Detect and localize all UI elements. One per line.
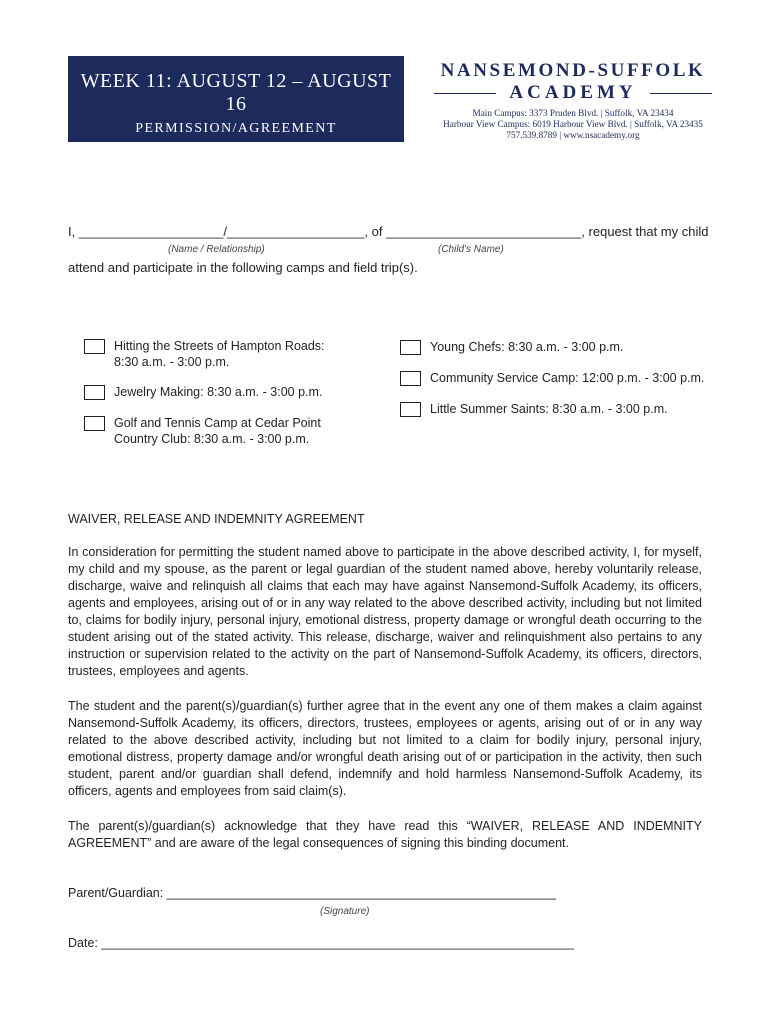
intro-statement bbox=[68, 224, 709, 275]
camp-option-hampton-roads[interactable] bbox=[84, 338, 325, 370]
caption-name-relationship: (Name / Relationship) bbox=[168, 244, 265, 255]
address-main: Main Campus: 3373 Pruden Blvd. | Suffolk, VA 23434 bbox=[472, 108, 674, 118]
camp-label: Young Chefs: 8:30 a.m. - 3:00 p.m. bbox=[430, 340, 624, 354]
caption-child-name: (Child's Name) bbox=[438, 244, 504, 255]
waiver-paragraph-3: The parent(s)/guardian(s) acknowledge that they have read this “WAIVER, RELEASE AND INDEMNITY AGREEMENT” and are aware of the legal consequences of signing this binding document. bbox=[68, 819, 702, 850]
camp-option-golf-tennis[interactable] bbox=[84, 415, 321, 447]
logo-rule-left bbox=[434, 93, 496, 94]
intro-line-2: attend and participate in the following camps and field trip(s). bbox=[68, 260, 418, 275]
checkbox[interactable] bbox=[84, 339, 105, 354]
waiver-paragraph-1: In consideration for permitting the student named above to participate in the above described activity, I, for myself, my child and my spouse, as the parent or legal guardian of the student named above, hereby voluntarily release, discharge, waive and relinquish all claims that each may have against Nansemond-Suffolk Academy, its officers, agents and employees, arising out of or in any way related to the above described activity, including but not limited to, claims for bodily injury, personal injury, emotional distress, property damage or wrongful death occurring to the student arising out of the stated activity. This release, discharge, waiver and relinquishment also pertains to any instruction or supervision related to the activity on the part of Nansemond-Suffolk Academy, its officers, directors, trustees, employees and agents. bbox=[68, 545, 702, 678]
camp-option-young-chefs[interactable] bbox=[400, 339, 623, 355]
checkbox[interactable] bbox=[84, 416, 105, 431]
contact-line: 757.539.8789 | www.nsacademy.org bbox=[506, 130, 640, 140]
logo-name-bottom: ACADEMY bbox=[509, 82, 637, 103]
checkbox[interactable] bbox=[400, 371, 421, 386]
camp-label: Golf and Tennis Camp at Cedar Point bbox=[114, 416, 321, 430]
camp-label: Community Service Camp: 12:00 p.m. - 3:00 p.m. bbox=[430, 371, 705, 385]
date-field[interactable]: Date: ____________________________________________________________________ bbox=[68, 936, 575, 950]
form-subtitle-line1: PERMISSION/AGREEMENT bbox=[135, 121, 337, 136]
camp-label: Hitting the Streets of Hampton Roads: bbox=[114, 339, 325, 353]
checkbox[interactable] bbox=[400, 402, 421, 417]
camp-option-little-summer-saints[interactable] bbox=[400, 401, 668, 417]
camp-time: 8:30 a.m. - 3:00 p.m. bbox=[114, 355, 230, 369]
address-harbour: Harbour View Campus: 6019 Harbour View Blvd. | Suffolk, VA 23435 bbox=[443, 119, 703, 129]
signature-caption: (Signature) bbox=[320, 906, 370, 917]
logo-name-top: NANSEMOND-SUFFOLK bbox=[440, 60, 706, 81]
camp-label: Jewelry Making: 8:30 a.m. - 3:00 p.m. bbox=[114, 385, 323, 399]
waiver-heading: WAIVER, RELEASE AND INDEMNITY AGREEMENT bbox=[68, 512, 365, 526]
intro-line-fields[interactable]: I, ____________________/___________________, of ___________________________, request that my child bbox=[68, 224, 709, 239]
camp-time: Country Club: 8:30 a.m. - 3:00 p.m. bbox=[114, 432, 310, 446]
checkbox[interactable] bbox=[400, 340, 421, 355]
camp-option-jewelry-making[interactable] bbox=[84, 384, 322, 400]
form-subtitle-line2: FORM 2019 bbox=[194, 143, 278, 158]
camp-option-community-service[interactable] bbox=[400, 370, 704, 386]
logo-rule-right bbox=[650, 93, 712, 94]
week-title: WEEK 11: AUGUST 12 – AUGUST 16 bbox=[80, 70, 392, 115]
form-title-banner bbox=[68, 56, 404, 158]
school-logo bbox=[428, 60, 718, 141]
parent-signature-field[interactable]: Parent/Guardian: ________________________________________________________ bbox=[68, 886, 556, 900]
camp-label: Little Summer Saints: 8:30 a.m. - 3:00 p.m. bbox=[430, 402, 668, 416]
checkbox[interactable] bbox=[84, 385, 105, 400]
waiver-paragraph-2: The student and the parent(s)/guardian(s) further agree that in the event any one of them makes a claim against Nansemond-Suffolk Academy, its officers, directors, trustees, employees or agents, arising out of or in any way related to the above described activity, including but not limited to a claim for bodily injury, personal injury, emotional distress, property damage and/or wrongful death arising out of or participation in the activity, then such student, parent and/or guardian shall defend, indemnify and hold harmless Nansemond-Suffolk Academy, its officers, agents and employees from said claim(s). bbox=[68, 699, 702, 798]
